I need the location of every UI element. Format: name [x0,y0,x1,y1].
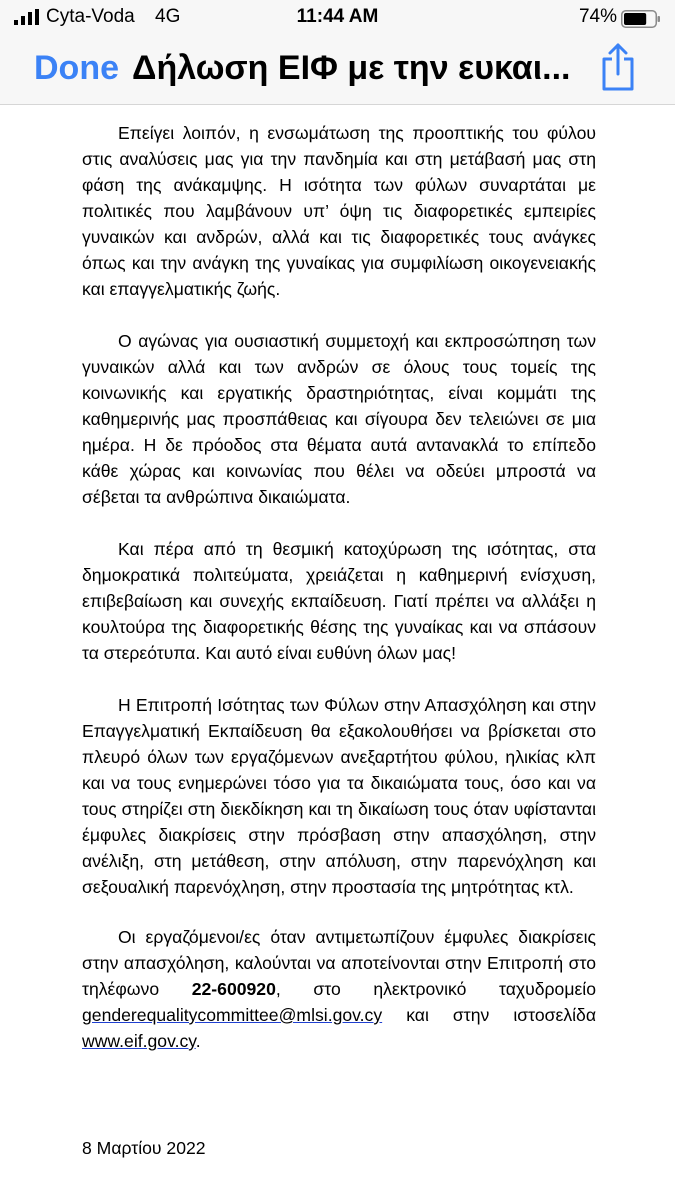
navigation-bar [0,36,675,105]
document-date: 8 Μαρτίου 2022 [82,1138,206,1158]
paragraph-4: Η Επιτροπή Ισότητας των Φύλων στην Απασχόληση και στην Επαγγελματική Εκπαίδευση θα εξακολουθήσει να βρίσκεται στο πλευρό όλων των εργαζόμενων ανεξαρτήτου φύλου, ηλικίας κλπ και να τους ενημερώνει τόσο για τα δικαιώματα τους, όσο και να τους στηρίζει στη διεκδίκηση και τη δικαίωση τους όταν υφίστανται έμφυλες διακρίσεις στην πρόσβαση στην απασχόληση, στην ανέλιξη, στη μετάθεση, στην απόλυση, στην παρενόχληση και σεξουαλική παρενόχληση, στην προστασία της μητρότητας κτλ. [82,695,596,897]
contact-text: . [195,1031,201,1051]
share-icon[interactable] [597,42,639,92]
network-type: 4G [155,6,181,27]
document-body [82,120,596,1080]
phone-number[interactable]: 22-600920 [191,979,276,999]
status-bar [0,0,675,36]
done-button[interactable]: Done [34,49,119,87]
contact-text: Οι εργαζόμενοι/ες όταν αντιμετωπίζουν έμφυλες διακρίσεις στην απασχόληση, καλούνται να αποτείνονται στην Επιτροπή στο τηλέφωνο [82,927,596,999]
paragraph-1: Επείγει λοιπόν, η ενσωμάτωση της προοπτικής του φύλου στις αναλύσεις μας για την πανδημία και στη μετάβασή μας στη φάση της ανάκαμψης. Η ισότητα των φύλων συναρτάται με πολιτικές που λαμβάνουν υπ’ όψη τις διαφορετικές εμπειρίες γυναικών και ανδρών, αλλά και τις διαφορετικές τους ανάγκες όπως και την ανάγκη της γυναίκας για συμφιλίωση οικογενειακής και επαγγελματικής ζωής. [82,123,596,299]
email-link[interactable]: genderequalitycommittee@mlsi.gov.cy [82,1005,383,1025]
document-title: Δήλωση ΕΙΦ με την ευκαι... [132,49,571,87]
contact-text: και στην ιστοσελίδα [382,1005,596,1025]
battery-percentage: 74% [578,6,617,27]
carrier-name: Cyta-Voda [46,6,135,27]
paragraph-2: Ο αγώνας για ουσιαστική συμμετοχή και εκπροσώπηση των γυναικών αλλά και των ανδρών σε όλους τους τομείς της κοινωνικής και εργατικής δραστηριότητας, είναι κομμάτι της καθημερινής μας προσπάθειας και σίγουρα δεν τελειώνει σε μια ημέρα. Η δε πρόοδος στα θέματα αυτά αντανακλά το επίπεδο κάθε χώρας και κοινωνίας που θέλει να οδεύει μπροστά να σέβεται τα ανθρώπινα δικαιώματα. [82,331,596,507]
contact-paragraph [82,924,596,1054]
website-link[interactable]: www.eif.gov.cy [82,1031,196,1051]
paragraph-3: Και πέρα από τη θεσμική κατοχύρωση της ισότητας, στα δημοκρατικά πολιτεύματα, χρειάζεται η καθημερινή ενίσχυση, επιβεβαίωση και συνεχής εκπαίδευση. Γιατί πρέπει να αλλάξει η κουλτούρα της διαφορετικής θέσης της γυναίκας και να σπάσουν τα στερεότυπα. Και αυτό είναι ευθύνη όλων μας! [82,539,596,663]
clock: 11:44 AM [296,6,379,27]
battery-icon [621,10,661,28]
contact-text: , στο ηλεκτρονικό ταχυδρομείο [275,979,596,999]
